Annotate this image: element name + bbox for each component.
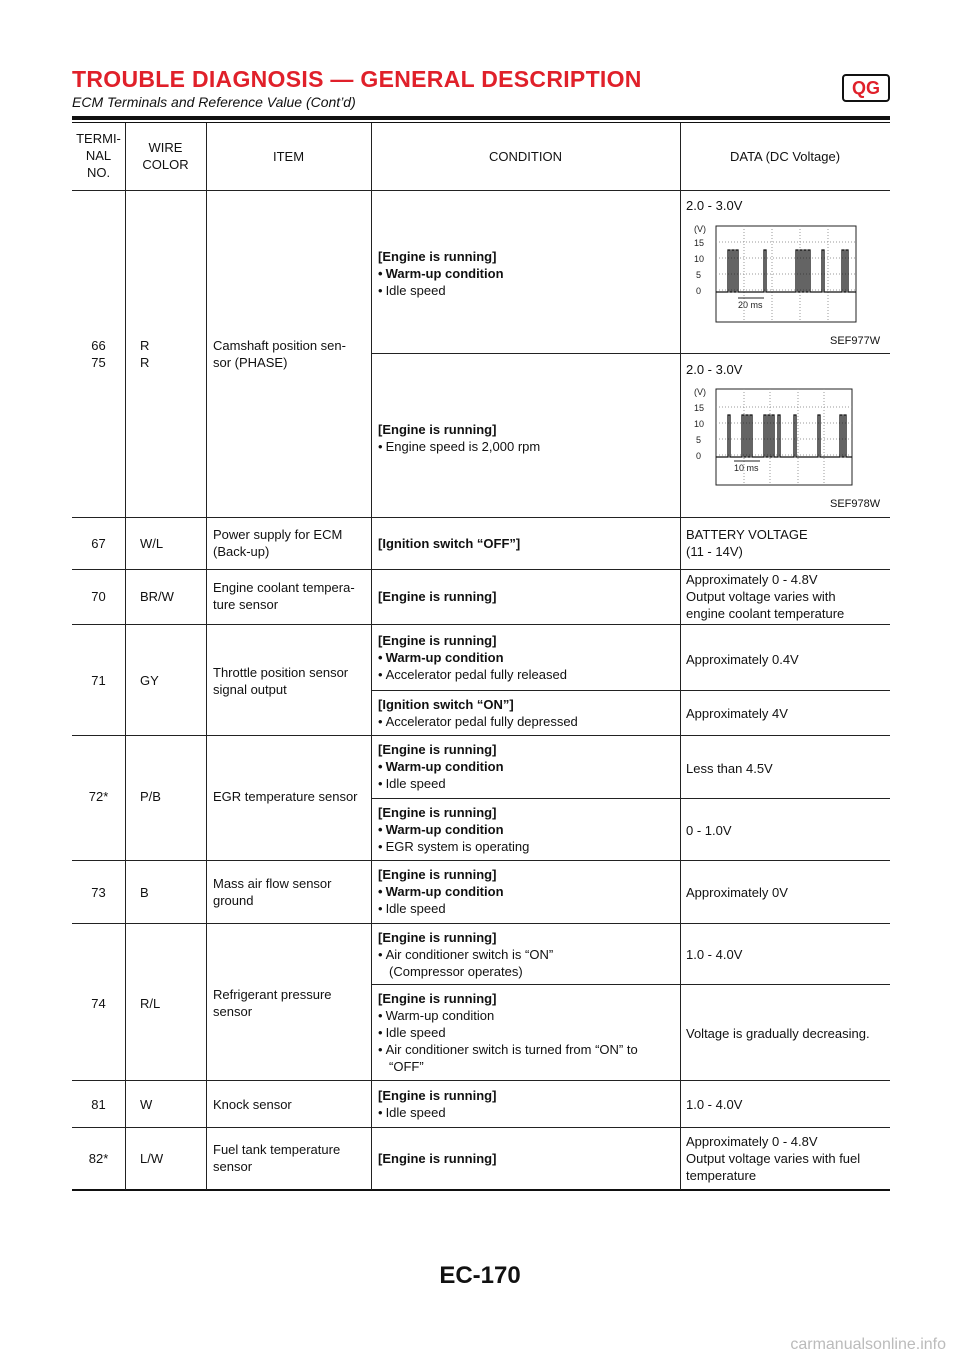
item-name: Engine coolant tempera- ture sensor bbox=[213, 580, 355, 612]
wire-color: BR/W bbox=[140, 589, 174, 604]
condition: [Engine is running] • Warm-up condition • Idle speed bbox=[378, 866, 504, 917]
terminal-number: 81 bbox=[91, 1097, 106, 1112]
svg-text:0: 0 bbox=[696, 451, 702, 461]
item-name: Power supply for ECM (Back-up) bbox=[213, 527, 343, 559]
condition: [Engine is running] • Warm-up condition • EGR system is operating bbox=[378, 804, 529, 855]
condition: [Ignition switch “OFF”] bbox=[378, 536, 521, 551]
row-divider bbox=[72, 624, 890, 625]
row-divider bbox=[371, 690, 890, 691]
item-name: EGR temperature sensor bbox=[213, 789, 358, 804]
condition: [Engine is running] bbox=[378, 589, 497, 604]
data-value: BATTERY VOLTAGE (11 - 14V) bbox=[686, 527, 808, 559]
terminal-number: 70 bbox=[91, 589, 106, 604]
terminal-number: 73 bbox=[91, 885, 106, 900]
svg-text:(V): (V) bbox=[694, 224, 706, 234]
wire-color: GY bbox=[140, 673, 159, 688]
col-header-data: DATA (DC Voltage) bbox=[729, 149, 841, 164]
data-value: Approximately 0V bbox=[686, 885, 788, 900]
condition: [Engine is running] • Engine speed is 2,000 rpm bbox=[378, 421, 540, 455]
row-divider bbox=[72, 517, 890, 518]
data-value: Approximately 4V bbox=[686, 706, 788, 721]
terminal-number: 66 75 bbox=[91, 338, 106, 370]
svg-text:10 ms: 10 ms bbox=[734, 463, 759, 473]
svg-text:15: 15 bbox=[694, 238, 705, 248]
watermark: carmanualsonline.info bbox=[790, 1336, 946, 1353]
wire-color: W/L bbox=[140, 536, 164, 551]
waveform-figure-sef978w bbox=[694, 385, 856, 489]
row-divider bbox=[72, 923, 890, 924]
row-divider bbox=[72, 190, 890, 191]
wire-color: P/B bbox=[140, 789, 161, 804]
page-title: TROUBLE DIAGNOSIS — GENERAL DESCRIPTION bbox=[72, 66, 642, 92]
item-name: Camshaft position sen- sor (PHASE) bbox=[213, 338, 346, 370]
row-divider bbox=[371, 984, 890, 985]
data-value: 1.0 - 4.0V bbox=[686, 1097, 743, 1112]
data-value: Approximately 0.4V bbox=[686, 652, 799, 667]
section-badge: QG bbox=[842, 74, 890, 102]
row-divider bbox=[72, 569, 890, 570]
figure-label: SEF977W bbox=[830, 335, 881, 347]
col-divider bbox=[125, 123, 126, 1190]
data-value: 1.0 - 4.0V bbox=[686, 947, 743, 962]
terminal-number: 74 bbox=[91, 996, 106, 1011]
row-divider bbox=[72, 1080, 890, 1081]
waveform-figure-sef977w bbox=[694, 222, 866, 326]
svg-text:5: 5 bbox=[696, 270, 702, 280]
terminal-number: 71 bbox=[91, 673, 106, 688]
wire-color: L/W bbox=[140, 1151, 164, 1166]
item-name: Throttle position sensor signal output bbox=[213, 665, 349, 697]
item-name: Fuel tank temperature sensor bbox=[213, 1142, 341, 1174]
condition: [Ignition switch “ON”] • Accelerator pedal fully depressed bbox=[378, 696, 578, 730]
row-divider bbox=[371, 798, 890, 799]
row-divider bbox=[72, 1127, 890, 1128]
item-name: Mass air flow sensor ground bbox=[213, 876, 332, 908]
table-bottom-rule bbox=[72, 1189, 890, 1191]
item-name: Refrigerant pressure sensor bbox=[213, 987, 332, 1019]
data-value: Approximately 0 - 4.8V Output voltage varies with fuel temperature bbox=[686, 1134, 861, 1183]
data-value: 0 - 1.0V bbox=[686, 823, 732, 838]
svg-text:5: 5 bbox=[696, 435, 702, 445]
svg-text:20 ms: 20 ms bbox=[738, 300, 763, 310]
row-divider bbox=[72, 860, 890, 861]
data-value: 2.0 - 3.0V bbox=[686, 362, 743, 377]
wire-color: R R bbox=[140, 338, 150, 370]
wire-color: B bbox=[140, 885, 149, 900]
terminal-number: 72* bbox=[88, 789, 109, 804]
wire-color: W bbox=[140, 1097, 153, 1112]
data-value: 2.0 - 3.0V bbox=[686, 198, 743, 213]
data-value: Voltage is gradually decreasing. bbox=[686, 1026, 870, 1041]
condition: [Engine is running] bbox=[378, 1151, 497, 1166]
col-header-item: ITEM bbox=[272, 149, 305, 164]
condition: [Engine is running] • Warm-up condition • Accelerator pedal fully released bbox=[378, 632, 567, 683]
terminal-number: 82* bbox=[88, 1151, 109, 1166]
col-divider bbox=[680, 123, 681, 1190]
col-divider bbox=[371, 123, 372, 1190]
row-divider bbox=[371, 353, 890, 354]
svg-text:15: 15 bbox=[694, 403, 705, 413]
figure-label: SEF978W bbox=[830, 498, 881, 510]
svg-text:0: 0 bbox=[696, 286, 702, 296]
col-header-wire-color: WIRE COLOR bbox=[142, 140, 189, 172]
condition: [Engine is running] • Warm-up condition • Idle speed bbox=[378, 741, 504, 792]
condition: [Engine is running] • Warm-up condition • Idle speed • Air conditioner switch is turned from “ON” to “OFF” bbox=[378, 990, 638, 1075]
col-header-terminal: TERMI- NAL NO. bbox=[76, 131, 121, 180]
svg-text:10: 10 bbox=[694, 419, 705, 429]
col-divider bbox=[206, 123, 207, 1190]
page-number: EC-170 bbox=[439, 1262, 521, 1289]
condition: [Engine is running] • Air conditioner switch is “ON” (Compressor operates) bbox=[378, 929, 553, 980]
row-divider bbox=[72, 735, 890, 736]
condition: [Engine is running] • Idle speed bbox=[378, 1087, 496, 1121]
col-header-condition: CONDITION bbox=[489, 149, 562, 164]
svg-text:10: 10 bbox=[694, 254, 705, 264]
terminal-number: 67 bbox=[91, 536, 106, 551]
page-subtitle: ECM Terminals and Reference Value (Cont’d) bbox=[72, 94, 356, 110]
item-name: Knock sensor bbox=[213, 1097, 292, 1112]
wire-color: R/L bbox=[140, 996, 161, 1011]
svg-text:(V): (V) bbox=[694, 387, 706, 397]
data-value: Approximately 0 - 4.8V Output voltage varies with engine coolant temperature bbox=[686, 572, 845, 621]
data-value: Less than 4.5V bbox=[686, 761, 773, 776]
condition: [Engine is running] • Warm-up condition • Idle speed bbox=[378, 248, 504, 299]
